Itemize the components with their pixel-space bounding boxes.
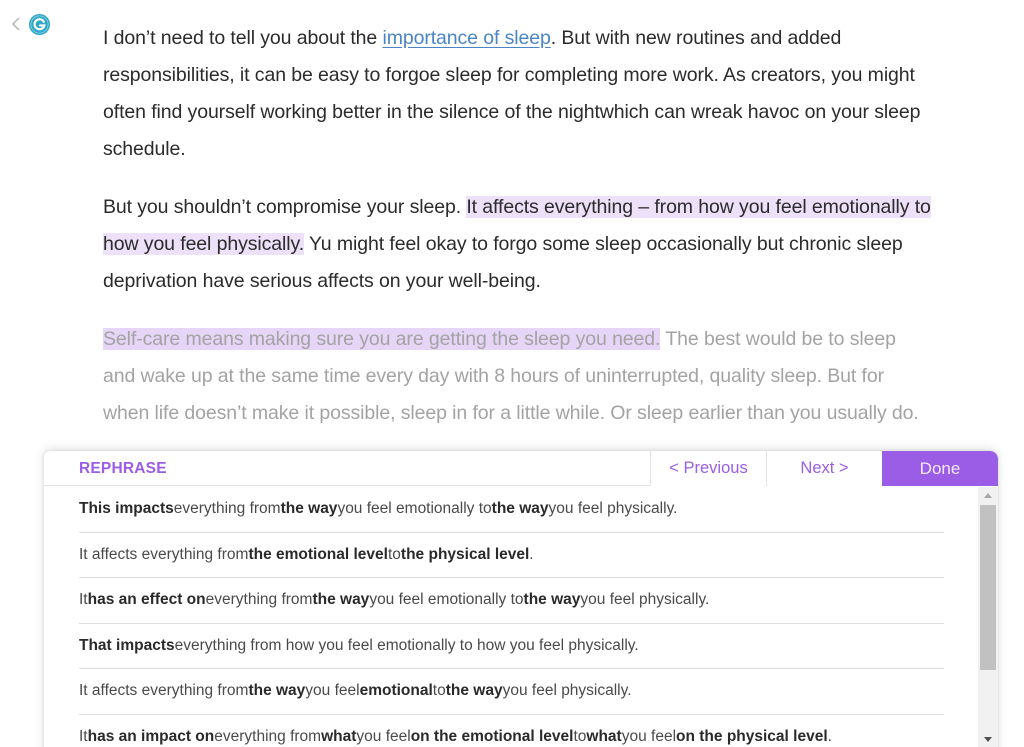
rephrase-nav xyxy=(650,451,998,486)
paragraph-text: But you shouldn’t compromise your sleep. xyxy=(103,196,467,218)
highlighted-sentence[interactable]: Self-care means making sure you are getting the sleep you need. xyxy=(103,328,661,350)
scroll-down-arrow-icon[interactable] xyxy=(978,731,998,747)
suggestion-change-text: what xyxy=(321,727,357,745)
suggestion-change-text: on the physical level xyxy=(676,727,828,745)
back-chevron-icon[interactable] xyxy=(10,14,22,34)
suggestion-list xyxy=(44,487,978,747)
suggestion-change-text: the way xyxy=(248,682,306,700)
suggestion-change-text: the way xyxy=(280,500,338,518)
rephrase-panel xyxy=(44,451,998,747)
suggestion-text: . xyxy=(529,545,534,563)
suggestion-text: to xyxy=(387,545,401,563)
paragraph-text: The best would be to sleep and wake up at the same time every day with 8 hours of uninterrupted, quality sleep. But for when life doesn’t make it possible, sleep in for a little while. Or sleep earlier than you usually do. xyxy=(103,328,919,424)
suggestion-text: you feel xyxy=(621,727,677,745)
suggestion-change-text: the physical level xyxy=(400,545,530,563)
suggestion-change-text: This impacts xyxy=(79,500,174,518)
suggestion-change-text: the way xyxy=(523,591,581,609)
suggestion-text: you feel physically. xyxy=(580,591,710,609)
suggestion-item[interactable] xyxy=(79,578,944,624)
paragraph-2 xyxy=(103,189,933,300)
suggestion-text: It xyxy=(79,591,88,609)
previous-button[interactable]: < Previous xyxy=(650,451,766,486)
suggestion-text: you feel physically. xyxy=(548,500,678,518)
suggestion-text: you feel physically. xyxy=(502,682,632,700)
suggestion-text: It affects everything from xyxy=(79,682,249,700)
suggestion-item[interactable] xyxy=(79,624,944,670)
rephrase-title: REPHRASE xyxy=(79,460,167,477)
highlighted-sentence[interactable]: It affects everything – from how you feel emotionally to how you feel physically. xyxy=(103,196,931,255)
paragraph-text: . But with new routines and added responsibilities, it can be easy to forgoe sleep for completing more work. As creators, you might often find yourself working better in the silence of the nightwhich can wreak havoc on your sleep schedule. xyxy=(103,27,921,160)
suggestion-item[interactable] xyxy=(79,715,944,747)
suggestion-text: everything from how you feel emotionally to how you feel physically. xyxy=(174,636,639,654)
scrollbar-thumb[interactable] xyxy=(980,505,996,670)
paragraph-3 xyxy=(103,321,933,432)
importance-of-sleep-link[interactable]: importance of sleep xyxy=(382,27,551,49)
suggestion-text: to xyxy=(432,682,446,700)
suggestion-change-text: has an effect on xyxy=(87,591,206,609)
suggestion-change-text: the emotional level xyxy=(248,545,388,563)
suggestion-change-text: the way xyxy=(491,500,549,518)
grammarly-logo-icon[interactable] xyxy=(28,13,51,36)
suggestion-text: everything from xyxy=(173,500,281,518)
suggestion-change-text: the way xyxy=(312,591,370,609)
suggestion-text: you feel xyxy=(356,727,411,745)
suggestion-text: you feel emotionally to xyxy=(369,591,524,609)
paragraph-1 xyxy=(103,20,933,168)
suggestion-text: to xyxy=(573,727,587,745)
document-body[interactable] xyxy=(103,20,933,453)
suggestion-change-text: emotional xyxy=(359,682,433,700)
scroll-up-arrow-icon[interactable] xyxy=(978,487,998,503)
suggestion-item[interactable] xyxy=(79,533,944,579)
suggestion-text: It xyxy=(79,727,88,745)
next-button[interactable]: Next > xyxy=(766,451,882,486)
suggestion-change-text: what xyxy=(586,727,622,745)
suggestion-text: you feel emotionally to xyxy=(337,500,492,518)
suggestion-text: . xyxy=(827,727,832,745)
rephrase-panel-header xyxy=(44,451,998,486)
suggestion-change-text: That impacts xyxy=(79,636,175,654)
suggestion-text: everything from xyxy=(205,591,313,609)
suggestion-scrollbar[interactable] xyxy=(978,487,998,747)
suggestion-change-text: on the emotional level xyxy=(410,727,574,745)
suggestion-text: everything from xyxy=(214,727,322,745)
suggestion-text: you feel xyxy=(305,682,360,700)
suggestion-change-text: the way xyxy=(445,682,503,700)
paragraph-text: Yu might feel okay to forgo some sleep occasionally but chronic sleep deprivation have serious affects on your well-being. xyxy=(103,233,903,292)
suggestion-item[interactable] xyxy=(79,487,944,533)
suggestion-item[interactable] xyxy=(79,669,944,715)
done-button[interactable]: Done xyxy=(882,451,998,486)
suggestion-change-text: has an impact on xyxy=(87,727,215,745)
paragraph-text: I don’t need to tell you about the xyxy=(103,27,383,49)
suggestion-text: It affects everything from xyxy=(79,545,249,563)
